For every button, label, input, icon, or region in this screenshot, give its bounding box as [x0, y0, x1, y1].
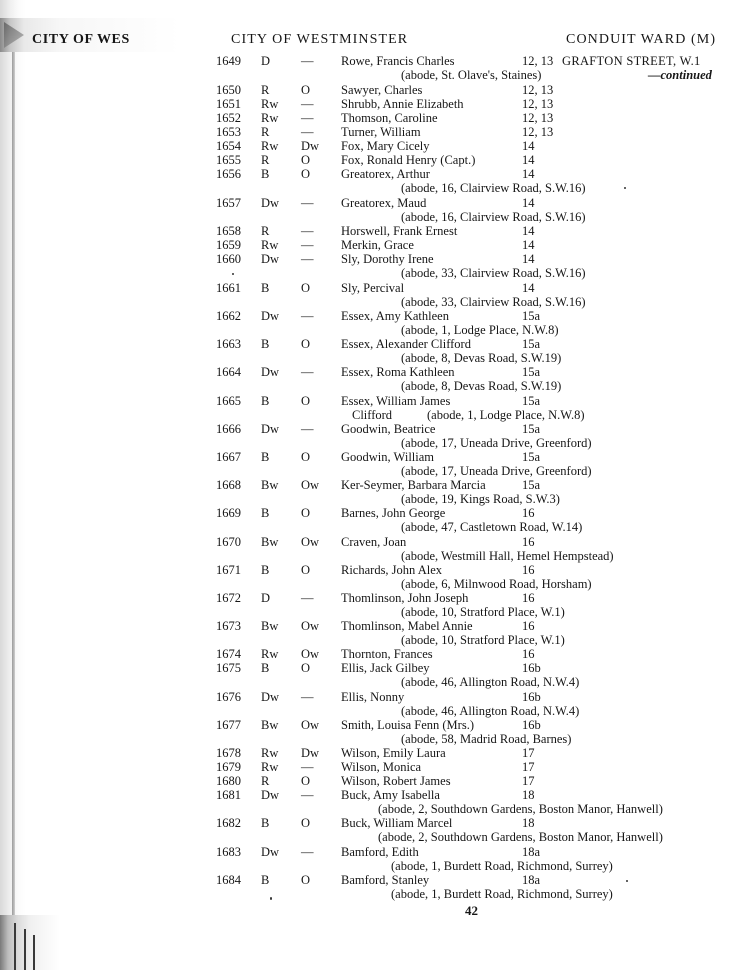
qualification-code: R — [261, 774, 270, 788]
abode-address: (abode, 2, Southdown Gardens, Boston Manor, Hanwell) — [378, 802, 663, 816]
franchise-mark: — — [301, 845, 314, 859]
house-number: 14 — [522, 252, 535, 266]
elector-name: Greatorex, Arthur — [341, 167, 430, 181]
abode-address: (abode, 46, Allington Road, N.W.4) — [401, 704, 580, 718]
qualification-code: Rw — [261, 238, 279, 252]
franchise-mark: O — [301, 774, 311, 788]
abode-address: (abode, 1, Burdett Road, Richmond, Surrey) — [391, 887, 613, 901]
franchise-mark: Ow — [301, 619, 320, 633]
elector-name: Fox, Ronald Henry (Capt.) — [341, 153, 476, 167]
franchise-mark: O — [301, 394, 311, 408]
qualification-code: Bw — [261, 718, 279, 732]
qualification-code: Dw — [261, 252, 280, 266]
house-number: 16 — [522, 535, 535, 549]
abode-address: (abode, 16, Clairview Road, S.W.16) — [401, 210, 586, 224]
qualification-code: R — [261, 224, 270, 238]
abode-address: (abode, 47, Castletown Road, W.14) — [401, 520, 583, 534]
abode-address: (abode, 58, Madrid Road, Barnes) — [401, 732, 572, 746]
elector-number: 1667 — [216, 450, 241, 464]
elector-number: 1651 — [216, 97, 241, 111]
abode-address: (abode, 17, Uneada Drive, Greenford) — [401, 436, 592, 450]
qualification-code: D — [261, 591, 271, 605]
qualification-code: R — [261, 153, 270, 167]
abode-address: (abode, 46, Allington Road, N.W.4) — [401, 675, 580, 689]
franchise-mark: O — [301, 167, 311, 181]
qualification-code: Dw — [261, 196, 280, 210]
house-number: 16b — [522, 718, 541, 732]
elector-name: Essex, Roma Kathleen — [341, 365, 455, 379]
elector-name: Sly, Percival — [341, 281, 405, 295]
elector-number: 1681 — [216, 788, 241, 802]
abode-address: (abode, 10, Stratford Place, W.1) — [401, 633, 565, 647]
elector-name: Thomlinson, Mabel Annie — [341, 619, 473, 633]
abode-address: (abode, 1, Lodge Place, N.W.8) — [427, 408, 585, 422]
qualification-code: B — [261, 563, 270, 577]
qualification-code: Rw — [261, 111, 279, 125]
elector-number: 1666 — [216, 422, 241, 436]
elector-number: 1670 — [216, 535, 241, 549]
elector-number: 1654 — [216, 139, 241, 153]
house-number: 16 — [522, 619, 535, 633]
house-number: 17 — [522, 760, 535, 774]
elector-name: Shrubb, Annie Elizabeth — [341, 97, 464, 111]
elector-name: Turner, William — [341, 125, 421, 139]
franchise-mark: — — [301, 238, 314, 252]
elector-number: 1665 — [216, 394, 241, 408]
franchise-mark: O — [301, 816, 311, 830]
franchise-mark: — — [301, 111, 314, 125]
elector-name: Barnes, John George — [341, 506, 446, 520]
house-number: 18a — [522, 873, 541, 887]
elector-name: Sly, Dorothy Irene — [341, 252, 434, 266]
qualification-code: B — [261, 394, 270, 408]
elector-number: 1656 — [216, 167, 241, 181]
franchise-mark: — — [301, 591, 314, 605]
abode-address: (abode, 8, Devas Road, S.W.19) — [401, 379, 562, 393]
qualification-code: Dw — [261, 365, 280, 379]
franchise-mark: — — [301, 97, 314, 111]
header-left-tab-label: CITY OF WES — [32, 32, 130, 47]
franchise-mark: Ow — [301, 718, 320, 732]
franchise-mark: — — [301, 690, 314, 704]
franchise-mark: — — [301, 365, 314, 379]
qualification-code: Bw — [261, 619, 279, 633]
elector-name: Ellis, Jack Gilbey — [341, 661, 430, 675]
franchise-mark: Dw — [301, 139, 320, 153]
franchise-mark: Ow — [301, 535, 320, 549]
elector-number: 1657 — [216, 196, 241, 210]
house-number: 15a — [522, 422, 541, 436]
abode-address: (abode, 19, Kings Road, S.W.3) — [401, 492, 560, 506]
elector-name: Wilson, Robert James — [341, 774, 451, 788]
elector-name: Greatorex, Maud — [341, 196, 427, 210]
scan-speck — [624, 187, 626, 189]
elector-number: 1658 — [216, 224, 241, 238]
elector-number: 1652 — [216, 111, 241, 125]
qualification-code: B — [261, 281, 270, 295]
house-number: 16 — [522, 591, 535, 605]
qualification-code: B — [261, 167, 270, 181]
qualification-code: Bw — [261, 478, 279, 492]
abode-address: (abode, 33, Clairview Road, S.W.16) — [401, 266, 586, 280]
house-number: 18a — [522, 845, 541, 859]
elector-number: 1680 — [216, 774, 241, 788]
house-number: 16 — [522, 647, 535, 661]
elector-name: Essex, Alexander Clifford — [341, 337, 471, 351]
elector-number: 1683 — [216, 845, 241, 859]
qualification-code: Dw — [261, 788, 280, 802]
qualification-code: B — [261, 506, 270, 520]
scan-speck — [626, 880, 628, 882]
franchise-mark: — — [301, 309, 314, 323]
abode-address: (abode, 17, Uneada Drive, Greenford) — [401, 464, 592, 478]
elector-name: Goodwin, Beatrice — [341, 422, 436, 436]
franchise-mark: — — [301, 196, 314, 210]
house-number: 12, 13 — [522, 54, 554, 68]
elector-number: 1673 — [216, 619, 241, 633]
elector-name: Sawyer, Charles — [341, 83, 423, 97]
elector-number: 1676 — [216, 690, 241, 704]
house-number: 18 — [522, 816, 535, 830]
abode-address: (abode, 1, Lodge Place, N.W.8) — [401, 323, 559, 337]
franchise-mark: Dw — [301, 746, 320, 760]
elector-number: 1675 — [216, 661, 241, 675]
qualification-code: Dw — [261, 422, 280, 436]
elector-name: Merkin, Grace — [341, 238, 414, 252]
franchise-mark: O — [301, 281, 311, 295]
elector-number: 1682 — [216, 816, 241, 830]
house-number: 18 — [522, 788, 535, 802]
franchise-mark: — — [301, 54, 314, 68]
abode-address: (abode, 8, Devas Road, S.W.19) — [401, 351, 562, 365]
abode-address: (abode, St. Olave's, Staines) — [401, 68, 542, 82]
elector-name: Fox, Mary Cicely — [341, 139, 430, 153]
elector-number: 1679 — [216, 760, 241, 774]
abode-address: (abode, 1, Burdett Road, Richmond, Surrey) — [391, 859, 613, 873]
elector-number: 1671 — [216, 563, 241, 577]
elector-name: Essex, Amy Kathleen — [341, 309, 449, 323]
elector-number: 1674 — [216, 647, 241, 661]
franchise-mark: O — [301, 450, 311, 464]
qualification-code: Rw — [261, 139, 279, 153]
abode-address: (abode, 16, Clairview Road, S.W.16) — [401, 181, 586, 195]
qualification-code: B — [261, 337, 270, 351]
elector-number: 1677 — [216, 718, 241, 732]
elector-number: 1653 — [216, 125, 241, 139]
qualification-code: B — [261, 873, 270, 887]
qualification-code: D — [261, 54, 271, 68]
elector-name: Wilson, Emily Laura — [341, 746, 446, 760]
house-number: 16 — [522, 563, 535, 577]
elector-number: 1678 — [216, 746, 241, 760]
franchise-mark: O — [301, 563, 311, 577]
house-number: 15a — [522, 337, 541, 351]
elector-number: 1659 — [216, 238, 241, 252]
continued-marker: —continued — [648, 68, 712, 82]
elector-name: Buck, Amy Isabella — [341, 788, 440, 802]
elector-name: Thornton, Frances — [341, 647, 433, 661]
elector-number: 1661 — [216, 281, 241, 295]
qualification-code: R — [261, 83, 270, 97]
elector-number: 1660 — [216, 252, 241, 266]
franchise-mark: Ow — [301, 647, 320, 661]
abode-address: (abode, Westmill Hall, Hemel Hempstead) — [401, 549, 614, 563]
franchise-mark: O — [301, 83, 311, 97]
qualification-code: B — [261, 816, 270, 830]
house-number: 15a — [522, 365, 541, 379]
elector-number: 1655 — [216, 153, 241, 167]
franchise-mark: O — [301, 661, 311, 675]
scan-speck — [232, 273, 234, 275]
house-number: 14 — [522, 281, 535, 295]
street-name: GRAFTON STREET, W.1 — [562, 54, 701, 68]
qualification-code: Rw — [261, 746, 279, 760]
house-number: 14 — [522, 224, 535, 238]
elector-name: Rowe, Francis Charles — [341, 54, 455, 68]
elector-name: Richards, John Alex — [341, 563, 443, 577]
qualification-code: Dw — [261, 845, 280, 859]
house-number: 14 — [522, 153, 535, 167]
elector-name: Craven, Joan — [341, 535, 407, 549]
house-number: 15a — [522, 309, 541, 323]
house-number: 12, 13 — [522, 97, 554, 111]
elector-name: Bamford, Edith — [341, 845, 419, 859]
franchise-mark: O — [301, 337, 311, 351]
house-number: 16 — [522, 506, 535, 520]
elector-name: Horswell, Frank Ernest — [341, 224, 458, 238]
elector-name: Wilson, Monica — [341, 760, 422, 774]
house-number: 16b — [522, 661, 541, 675]
franchise-mark: O — [301, 153, 311, 167]
elector-name: Ellis, Nonny — [341, 690, 405, 704]
elector-name: Thomlinson, John Joseph — [341, 591, 469, 605]
elector-number: 1672 — [216, 591, 241, 605]
house-number: 14 — [522, 167, 535, 181]
elector-number: 1663 — [216, 337, 241, 351]
franchise-mark: — — [301, 422, 314, 436]
house-number: 15a — [522, 450, 541, 464]
franchise-mark: O — [301, 873, 311, 887]
qualification-code: Rw — [261, 760, 279, 774]
house-number: 14 — [522, 196, 535, 210]
abode-address: (abode, 2, Southdown Gardens, Boston Manor, Hanwell) — [378, 830, 663, 844]
qualification-code: R — [261, 125, 270, 139]
abode-address: (abode, 10, Stratford Place, W.1) — [401, 605, 565, 619]
elector-name: Smith, Louisa Fenn (Mrs.) — [341, 718, 474, 732]
franchise-mark: Ow — [301, 478, 320, 492]
elector-name: Thomson, Caroline — [341, 111, 438, 125]
elector-number: 1669 — [216, 506, 241, 520]
franchise-mark: — — [301, 788, 314, 802]
house-number: 15a — [522, 478, 541, 492]
qualification-code: Rw — [261, 97, 279, 111]
franchise-mark: — — [301, 252, 314, 266]
franchise-mark: — — [301, 760, 314, 774]
elector-number: 1650 — [216, 83, 241, 97]
house-number: 14 — [522, 238, 535, 252]
elector-number: 1649 — [216, 54, 241, 68]
elector-name-continuation: Clifford — [352, 408, 393, 422]
elector-number: 1668 — [216, 478, 241, 492]
house-number: 17 — [522, 774, 535, 788]
house-number: 15a — [522, 394, 541, 408]
elector-name: Bamford, Stanley — [341, 873, 430, 887]
qualification-code: Bw — [261, 535, 279, 549]
franchise-mark: — — [301, 125, 314, 139]
abode-address: (abode, 33, Clairview Road, S.W.16) — [401, 295, 586, 309]
elector-number: 1684 — [216, 873, 241, 887]
franchise-mark: — — [301, 224, 314, 238]
elector-number: 1664 — [216, 365, 241, 379]
qualification-code: B — [261, 661, 270, 675]
page-number: 42 — [465, 903, 478, 918]
elector-name: Buck, William Marcel — [341, 816, 453, 830]
house-number: 12, 13 — [522, 111, 554, 125]
header-district-title: CITY OF WESTMINSTER — [231, 32, 409, 47]
elector-name: Goodwin, William — [341, 450, 435, 464]
house-number: 14 — [522, 139, 535, 153]
elector-number: 1662 — [216, 309, 241, 323]
elector-name: Essex, William James — [341, 394, 451, 408]
house-number: 12, 13 — [522, 83, 554, 97]
abode-address: (abode, 6, Milnwood Road, Horsham) — [401, 577, 592, 591]
qualification-code: Rw — [261, 647, 279, 661]
header-ward-title: CONDUIT WARD (M) — [566, 32, 717, 47]
scan-speck — [270, 897, 272, 900]
qualification-code: Dw — [261, 690, 280, 704]
qualification-code: Dw — [261, 309, 280, 323]
house-number: 12, 13 — [522, 125, 554, 139]
elector-name: Ker-Seymer, Barbara Marcia — [341, 478, 486, 492]
franchise-mark: O — [301, 506, 311, 520]
house-number: 17 — [522, 746, 535, 760]
house-number: 16b — [522, 690, 541, 704]
qualification-code: B — [261, 450, 270, 464]
